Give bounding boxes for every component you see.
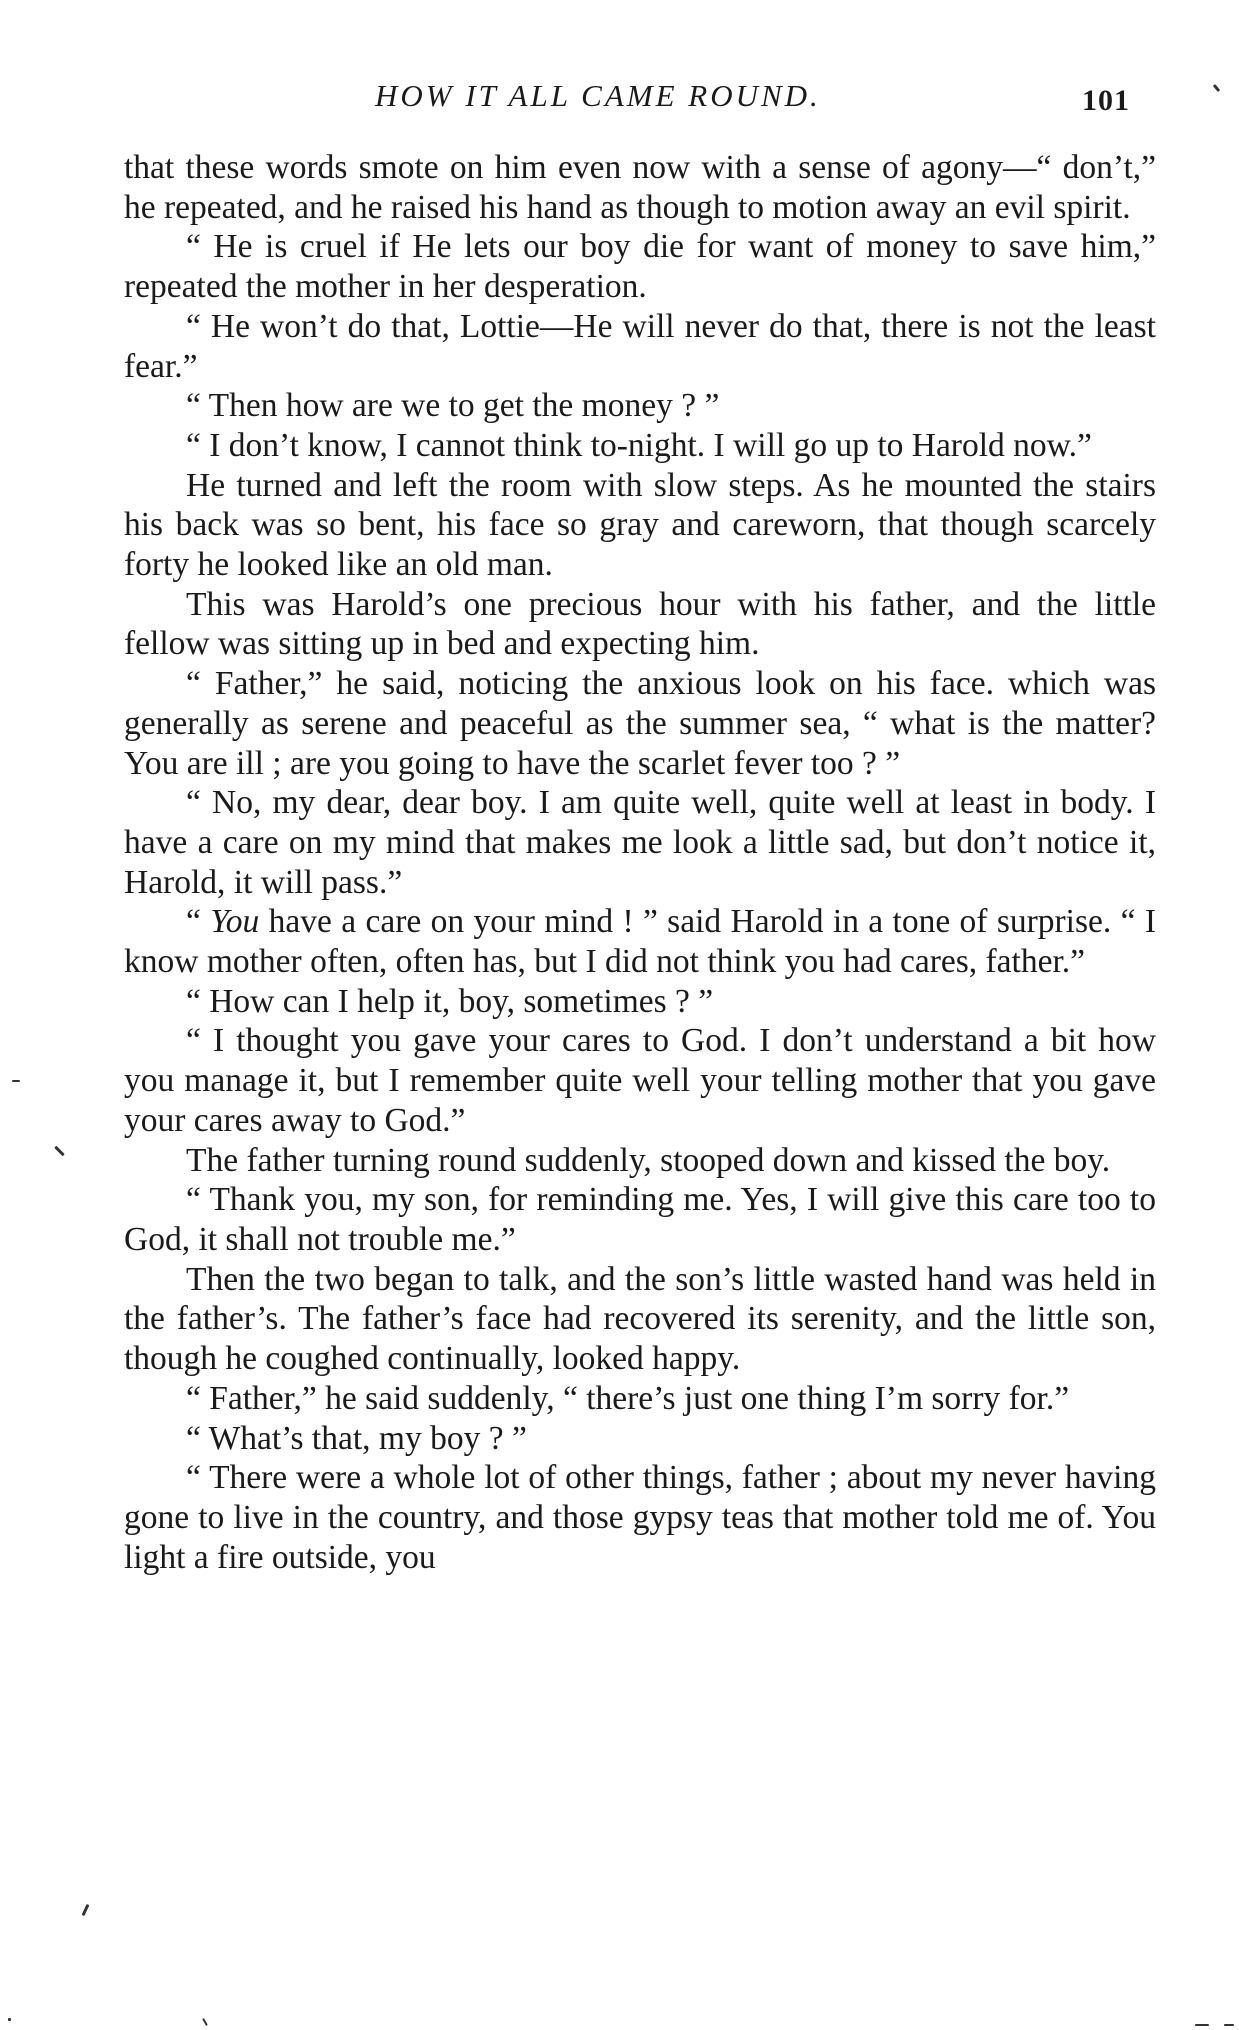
paragraph: He turned and left the room with slow steps. As he mounted the stairs his back was so bent, his face so gray and careworn, that though scarcely forty he looked like an old man.	[124, 466, 1156, 584]
page-header	[0, 78, 1239, 128]
paragraph: “ Thank you, my son, for reminding me. Yes, I will give this care too to God, it shall not trouble me.”	[124, 1181, 1156, 1258]
paragraph: “ Father,” he said suddenly, “ there’s just one thing I’m sorry for.”	[186, 1379, 1070, 1417]
running-title: HOW IT ALL CAME ROUND.	[375, 78, 821, 113]
paragraph: This was Harold’s one precious hour with his father, and the little fellow was sitting up in bed and expecting him.	[124, 585, 1156, 663]
scan-speck	[8, 2018, 11, 2021]
scan-speck	[202, 2018, 208, 2026]
paragraph-text: have a care on your mind ! ” said Harold in a tone of surprise. “ I know mother often, often has, but I did not think you had cares, father.”	[124, 903, 1157, 981]
paragraph	[124, 902, 1156, 981]
paragraph: “ He is cruel if He lets our boy die for want of money to save him,” repeated the mother in her desperation.	[124, 228, 1156, 306]
scan-speck	[1224, 2024, 1234, 2026]
open-quote: “	[186, 903, 201, 941]
paragraph: The father turning round suddenly, stooped down and kissed the boy.	[186, 1141, 1111, 1179]
body-text	[124, 148, 1156, 1577]
scan-speck	[1195, 2024, 1209, 2026]
paragraph: “ I thought you gave your cares to God. I don’t understand a bit how you manage it, but I remember quite well your telling mother that you gave your cares away to God.”	[124, 1022, 1156, 1139]
paragraph: “ There were a whole lot of other things, father ; about my never having gone to live in the country, and those gypsy teas that mother told me of. You light a fire outside, you	[124, 1459, 1156, 1576]
paragraph: “ Father,” he said, noticing the anxious look on his face. which was generally as serene and peaceful as the summer sea, “ what is the matter? You are ill ; are you going to have the scarlet fever too ? ”	[124, 665, 1156, 782]
paragraph: Then the two began to talk, and the son’s little wasted hand was held in the father’s. The father’s face had recovered its serenity, and the little son, though he coughed continually, looked happy.	[124, 1260, 1156, 1378]
paragraph: “ I don’t know, I cannot think to-night. I will go up to Harold now.”	[186, 426, 1092, 464]
paragraph: “ What’s that, my boy ? ”	[186, 1419, 527, 1457]
scan-speck	[82, 1904, 90, 1916]
italic-you: You	[210, 903, 260, 941]
paragraph: “ Then how are we to get the money ? ”	[186, 387, 720, 425]
page-number: 101	[1082, 84, 1130, 117]
paragraph: “ How can I help it, boy, sometimes ? ”	[186, 982, 714, 1020]
paragraph: “ He won’t do that, Lottie—He will never do that, there is not the least fear.”	[124, 307, 1156, 385]
paragraph: that these words smote on him even now with a sense of agony—“ don’t,” he repeated, and he raised his hand as though to motion away an evil spirit.	[124, 149, 1156, 226]
scan-speck	[12, 1080, 20, 1082]
scan-speck	[54, 1146, 65, 1157]
paragraph: “ No, my dear, dear boy. I am quite well, quite well at least in body. I have a care on my mind that makes me look a little sad, but don’t notice it, Harold, it will pass.”	[124, 784, 1156, 901]
